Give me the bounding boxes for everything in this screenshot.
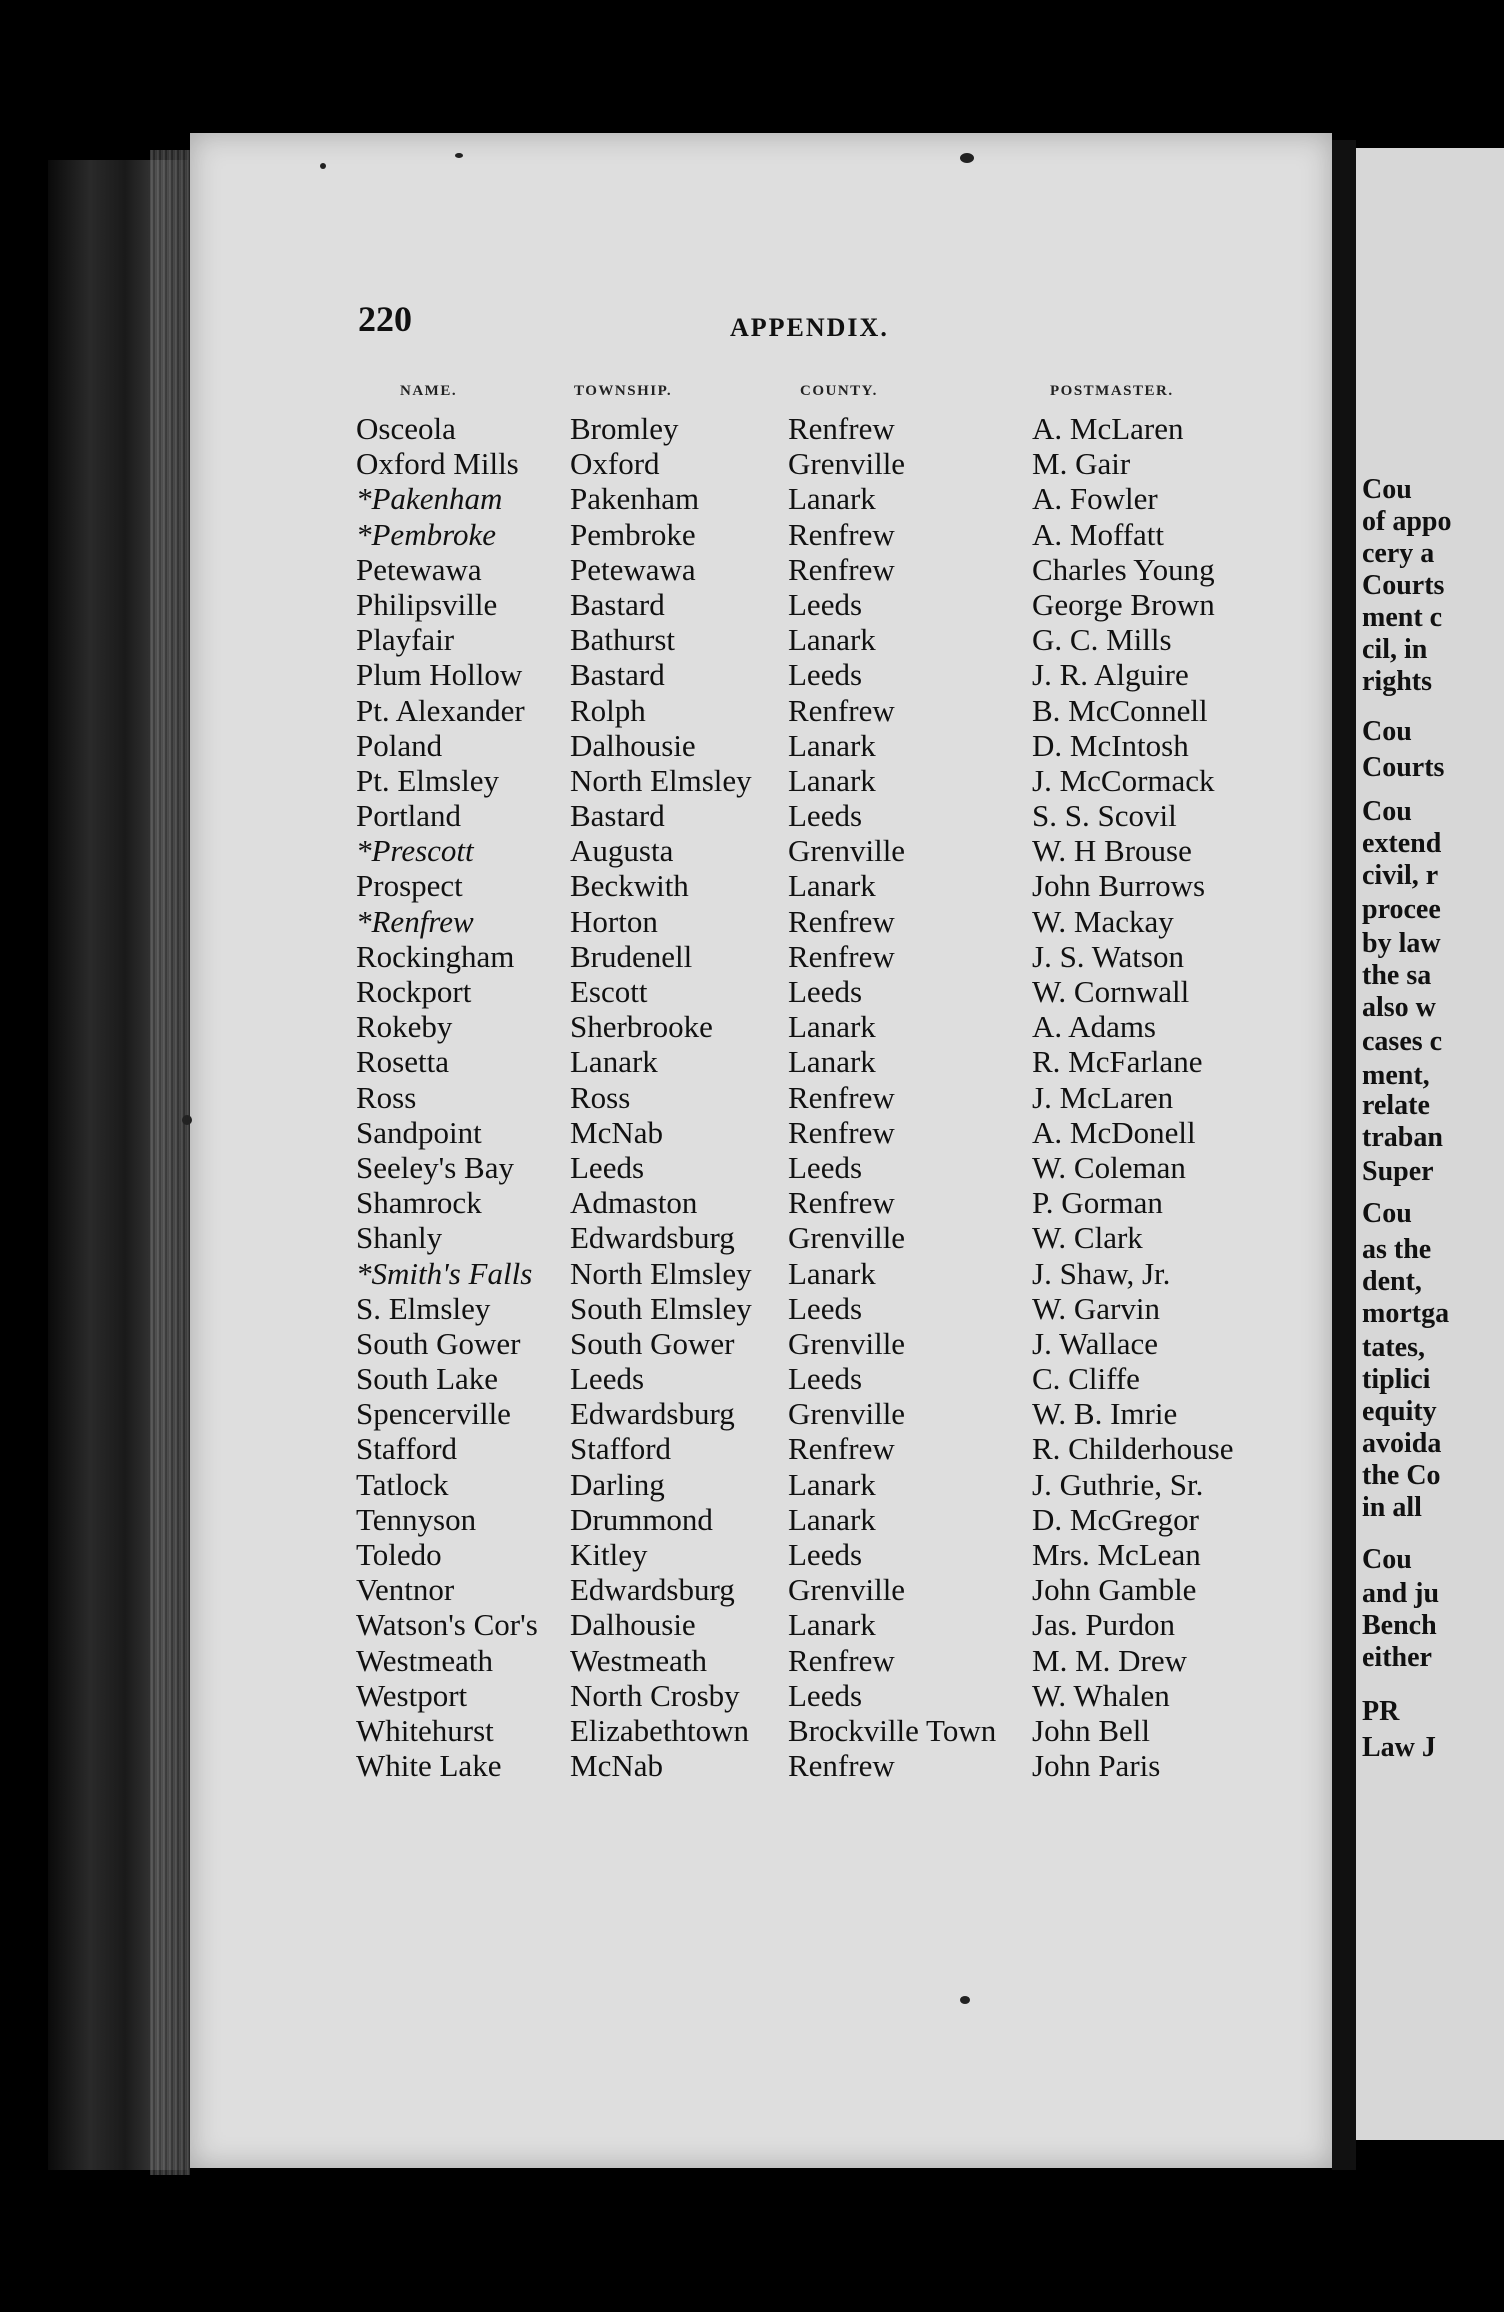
table-row <box>190 1502 1332 1537</box>
adjacent-page-line: tiplici <box>1362 1364 1431 1395</box>
office-name: S. Elmsley <box>356 1290 491 1326</box>
adjacent-page-line: in all <box>1362 1492 1422 1523</box>
postmaster-cell: W. Mackay <box>1032 903 1174 939</box>
adjacent-page-line: Courts <box>1362 570 1445 601</box>
township-cell: Bastard <box>570 798 665 834</box>
office-name: Plum Hollow <box>356 657 523 693</box>
office-name: Pt. Alexander <box>356 692 525 728</box>
postmaster-cell: J. Guthrie, Sr. <box>1032 1466 1204 1502</box>
adjacent-page-line: avoida <box>1362 1428 1442 1459</box>
table-row <box>190 904 1332 939</box>
table-row <box>190 798 1332 833</box>
adjacent-page-line: Law J <box>1362 1732 1436 1763</box>
office-name: Toledo <box>356 1537 442 1572</box>
office-name: *Renfrew <box>356 903 474 939</box>
table-row <box>190 1431 1332 1466</box>
postmaster-cell: A. Moffatt <box>1032 516 1165 552</box>
adjacent-page-line: also w <box>1362 992 1436 1023</box>
postmaster-cell: John Gamble <box>1032 1572 1197 1608</box>
county-cell: Grenville <box>788 1325 906 1361</box>
table-row <box>190 657 1332 692</box>
adjacent-page-line: Bench <box>1362 1610 1437 1641</box>
adjacent-page-line: cases c <box>1362 1026 1443 1057</box>
township-cell: North Elmsley <box>570 1255 752 1291</box>
township-cell: Bastard <box>570 586 665 622</box>
adjacent-page-line: relate <box>1362 1090 1430 1121</box>
table-row <box>190 1080 1332 1115</box>
county-cell: Leeds <box>788 798 863 834</box>
table-row <box>190 1361 1332 1396</box>
table-row <box>190 939 1332 974</box>
postmaster-cell: J. Wallace <box>1032 1325 1159 1361</box>
office-name: Oxford Mills <box>356 446 519 482</box>
office-name: *Pembroke <box>356 516 497 552</box>
township-cell: Brudenell <box>570 938 693 974</box>
county-cell: Leeds <box>788 586 863 622</box>
postmaster-cell: Jas. Purdon <box>1032 1607 1175 1643</box>
postmaster-cell: J. R. Alguire <box>1032 657 1189 693</box>
ink-speck <box>960 1996 970 2004</box>
county-cell: Lanark <box>788 762 876 798</box>
table-row <box>190 728 1332 763</box>
county-cell: Grenville <box>788 833 906 869</box>
column-header-name: NAME. <box>400 383 458 399</box>
township-cell: Edwardsburg <box>570 1220 735 1256</box>
office-name: Ross <box>356 1079 417 1115</box>
adjacent-page-line: by law <box>1362 928 1441 959</box>
county-cell: Grenville <box>788 1572 906 1608</box>
ink-speck <box>182 1115 192 1125</box>
adjacent-page-line: Cou <box>1362 796 1412 827</box>
office-name: South Gower <box>356 1325 521 1361</box>
table-row <box>190 1396 1332 1431</box>
postmaster-cell: A. Adams <box>1032 1009 1156 1045</box>
office-name: Tatlock <box>356 1466 449 1502</box>
county-cell: Leeds <box>788 1361 863 1397</box>
office-name: Rockport <box>356 974 472 1009</box>
postmaster-cell: W. Clark <box>1032 1220 1143 1256</box>
county-cell: Renfrew <box>788 692 895 728</box>
running-head: APPENDIX. <box>730 313 889 342</box>
adjacent-page-line: as the <box>1362 1234 1432 1265</box>
office-name: Rokeby <box>356 1009 453 1045</box>
postmaster-cell: D. McIntosh <box>1032 727 1189 763</box>
table-row <box>190 1326 1332 1361</box>
office-name: Spencerville <box>356 1396 511 1432</box>
postmaster-cell: J. McLaren <box>1032 1079 1174 1115</box>
county-cell: Leeds <box>788 657 863 693</box>
table-row <box>190 1572 1332 1607</box>
township-cell: Elizabethtown <box>570 1712 750 1748</box>
page-number: 220 <box>358 299 412 339</box>
township-cell: Edwardsburg <box>570 1396 735 1432</box>
postmaster-cell: George Brown <box>1032 586 1215 622</box>
office-name: Ventnor <box>356 1572 455 1608</box>
township-cell: Ross <box>570 1079 631 1115</box>
township-cell: Horton <box>570 903 658 939</box>
postmaster-cell: A. McLaren <box>1032 411 1184 446</box>
office-name: Pt. Elmsley <box>356 762 499 798</box>
office-name: Petewawa <box>356 551 482 587</box>
county-cell: Grenville <box>788 1220 906 1256</box>
ink-speck <box>455 153 463 158</box>
adjacent-page-line: civil, r <box>1362 860 1439 891</box>
adjacent-page-line: dent, <box>1362 1266 1422 1297</box>
adjacent-page-line: Super <box>1362 1156 1434 1187</box>
table-row <box>190 411 1332 446</box>
county-cell: Renfrew <box>788 1079 895 1115</box>
office-name: *Smith's Falls <box>356 1255 533 1291</box>
postmaster-cell: J. Shaw, Jr. <box>1032 1255 1171 1291</box>
county-cell: Renfrew <box>788 938 895 974</box>
township-cell: North Elmsley <box>570 762 752 798</box>
township-cell: Lanark <box>570 1044 658 1080</box>
postmaster-cell: W. Garvin <box>1032 1290 1160 1326</box>
ink-speck <box>960 153 974 163</box>
postmaster-cell: D. McGregor <box>1032 1501 1200 1537</box>
county-cell: Renfrew <box>788 1114 895 1150</box>
county-cell: Lanark <box>788 1044 876 1080</box>
county-cell: Renfrew <box>788 1431 895 1467</box>
table-row <box>190 974 1332 1009</box>
county-cell: Brockville Town <box>788 1712 997 1748</box>
postmaster-cell: P. Gorman <box>1032 1185 1163 1221</box>
postmaster-cell: S. S. Scovil <box>1032 798 1177 834</box>
county-cell: Grenville <box>788 446 906 482</box>
postmaster-cell: R. McFarlane <box>1032 1044 1203 1080</box>
office-name: South Lake <box>356 1361 499 1397</box>
township-cell: Beckwith <box>570 868 689 904</box>
office-name: Westmeath <box>356 1642 493 1678</box>
township-cell: Bathurst <box>570 622 676 658</box>
county-cell: Lanark <box>788 1607 876 1643</box>
township-cell: Drummond <box>570 1501 713 1537</box>
office-name: Shamrock <box>356 1185 482 1221</box>
township-cell: South Elmsley <box>570 1290 752 1326</box>
adjacent-page-line: ment c <box>1362 602 1443 633</box>
adjacent-page-line: procee <box>1362 894 1441 925</box>
adjacent-page-line: rights <box>1362 666 1432 697</box>
adjacent-page-line: and ju <box>1362 1578 1440 1609</box>
column-header-township: TOWNSHIP. <box>574 383 673 399</box>
postmaster-cell: M. M. Drew <box>1032 1642 1187 1678</box>
postmaster-cell: G. C. Mills <box>1032 622 1172 658</box>
township-cell: Pembroke <box>570 516 696 552</box>
postmaster-cell: A. McDonell <box>1032 1114 1196 1150</box>
adjacent-page-line: Cou <box>1362 716 1412 747</box>
adjacent-page-line: ment, <box>1362 1060 1430 1091</box>
township-cell: Rolph <box>570 692 646 728</box>
township-cell: Westmeath <box>570 1642 707 1678</box>
postmaster-cell: John Paris <box>1032 1748 1161 1784</box>
postmaster-cell: A. Fowler <box>1032 481 1158 517</box>
township-cell: Dalhousie <box>570 727 696 763</box>
table-row <box>190 693 1332 728</box>
adjacent-page-line: of appo <box>1362 506 1452 537</box>
township-cell: Augusta <box>570 833 674 869</box>
post-office-table <box>190 411 1332 1783</box>
office-name: Stafford <box>356 1431 458 1467</box>
county-cell: Lanark <box>788 868 876 904</box>
table-row <box>190 552 1332 587</box>
office-name: Philipsville <box>356 586 498 622</box>
table-row <box>190 1748 1332 1783</box>
county-cell: Lanark <box>788 481 876 517</box>
township-cell: North Crosby <box>570 1677 740 1713</box>
adjacent-page-line: tates, <box>1362 1332 1425 1363</box>
county-cell: Lanark <box>788 727 876 763</box>
adjacent-page-line: traban <box>1362 1122 1443 1153</box>
office-name: White Lake <box>356 1748 502 1784</box>
postmaster-cell: W. B. Imrie <box>1032 1396 1178 1432</box>
county-cell: Leeds <box>788 1537 863 1572</box>
postmaster-cell: W. Coleman <box>1032 1149 1186 1185</box>
postmaster-cell: Mrs. McLean <box>1032 1537 1201 1572</box>
column-header-county: COUNTY. <box>800 383 878 399</box>
book-page <box>190 133 1332 2168</box>
postmaster-cell: W. H Brouse <box>1032 833 1192 869</box>
adjacent-page-line: either <box>1362 1642 1432 1673</box>
adjacent-page-line: Cou <box>1362 474 1412 505</box>
township-cell: Kitley <box>570 1537 648 1572</box>
postmaster-cell: B. McConnell <box>1032 692 1208 728</box>
adjacent-page-line: equity <box>1362 1396 1437 1427</box>
office-name: Sandpoint <box>356 1114 482 1150</box>
office-name: Rosetta <box>356 1044 449 1080</box>
postmaster-cell: W. Cornwall <box>1032 974 1190 1009</box>
county-cell: Renfrew <box>788 1642 895 1678</box>
postmaster-cell: John Burrows <box>1032 868 1206 904</box>
county-cell: Renfrew <box>788 551 895 587</box>
county-cell: Renfrew <box>788 903 895 939</box>
township-cell: South Gower <box>570 1325 735 1361</box>
postmaster-cell: J. McCormack <box>1032 762 1215 798</box>
adjacent-page-line: the sa <box>1362 960 1432 991</box>
adjacent-page-line: Cou <box>1362 1198 1412 1229</box>
township-cell: Stafford <box>570 1431 672 1467</box>
postmaster-cell: M. Gair <box>1032 446 1131 482</box>
adjacent-page-line: the Co <box>1362 1460 1441 1491</box>
table-row <box>190 446 1332 481</box>
binding-gutter <box>1332 140 1356 2170</box>
table-row <box>190 587 1332 622</box>
office-name: Westport <box>356 1677 468 1713</box>
adjacent-page <box>1356 148 1504 2140</box>
adjacent-page-line: Courts <box>1362 752 1445 783</box>
adjacent-page-line: cery a <box>1362 538 1435 569</box>
table-row <box>190 1467 1332 1502</box>
township-cell: Leeds <box>570 1361 645 1397</box>
county-cell: Renfrew <box>788 1185 895 1221</box>
adjacent-page-line: cil, in <box>1362 634 1428 665</box>
table-row <box>190 1678 1332 1713</box>
township-cell: McNab <box>570 1748 663 1784</box>
office-name: Portland <box>356 798 462 834</box>
table-row <box>190 763 1332 798</box>
township-cell: Admaston <box>570 1185 698 1221</box>
office-name: Poland <box>356 727 443 763</box>
table-row <box>190 1185 1332 1220</box>
office-name: *Pakenham <box>356 481 503 517</box>
office-name: *Prescott <box>356 833 474 869</box>
table-row <box>190 1643 1332 1678</box>
county-cell: Lanark <box>788 1255 876 1291</box>
county-cell: Leeds <box>788 974 863 1009</box>
office-name: Shanly <box>356 1220 443 1256</box>
county-cell: Leeds <box>788 1290 863 1326</box>
township-cell: Petewawa <box>570 551 696 587</box>
township-cell: Darling <box>570 1466 665 1502</box>
office-name: Seeley's Bay <box>356 1149 514 1185</box>
column-header-postmaster: POSTMASTER. <box>1050 383 1174 399</box>
office-name: Rockingham <box>356 938 515 974</box>
ink-speck <box>320 163 326 169</box>
page-edges <box>150 150 190 2175</box>
county-cell: Leeds <box>788 1677 863 1713</box>
postmaster-cell: Charles Young <box>1032 551 1215 587</box>
postmaster-cell: John Bell <box>1032 1712 1150 1748</box>
township-cell: McNab <box>570 1114 663 1150</box>
county-cell: Lanark <box>788 1501 876 1537</box>
table-row <box>190 1220 1332 1255</box>
township-cell: Dalhousie <box>570 1607 696 1643</box>
table-row <box>190 1537 1332 1572</box>
county-cell: Grenville <box>788 1396 906 1432</box>
township-cell: Oxford <box>570 446 660 482</box>
township-cell: Bromley <box>570 411 679 446</box>
township-cell: Edwardsburg <box>570 1572 735 1608</box>
county-cell: Renfrew <box>788 1748 895 1784</box>
office-name: Watson's Cor's <box>356 1607 538 1643</box>
adjacent-page-line: PR <box>1362 1696 1400 1727</box>
office-name: Whitehurst <box>356 1712 494 1748</box>
table-row <box>190 1607 1332 1642</box>
township-cell: Bastard <box>570 657 665 693</box>
table-row <box>190 833 1332 868</box>
table-row <box>190 1009 1332 1044</box>
table-row <box>190 1713 1332 1748</box>
office-name: Prospect <box>356 868 463 904</box>
table-row <box>190 1044 1332 1079</box>
postmaster-cell: C. Cliffe <box>1032 1361 1140 1397</box>
postmaster-cell: W. Whalen <box>1032 1677 1170 1713</box>
office-name: Playfair <box>356 622 455 658</box>
office-name: Tennyson <box>356 1501 477 1537</box>
county-cell: Lanark <box>788 1009 876 1045</box>
table-row <box>190 868 1332 903</box>
county-cell: Renfrew <box>788 516 895 552</box>
table-row <box>190 1256 1332 1291</box>
adjacent-page-line: extend <box>1362 828 1442 859</box>
table-row <box>190 517 1332 552</box>
county-cell: Renfrew <box>788 411 895 446</box>
postmaster-cell: R. Childerhouse <box>1032 1431 1234 1467</box>
table-row <box>190 481 1332 516</box>
county-cell: Leeds <box>788 1149 863 1185</box>
table-row <box>190 622 1332 657</box>
county-cell: Lanark <box>788 1466 876 1502</box>
township-cell: Leeds <box>570 1149 645 1185</box>
postmaster-cell: J. S. Watson <box>1032 938 1184 974</box>
township-cell: Sherbrooke <box>570 1009 713 1045</box>
adjacent-page-line: Cou <box>1362 1544 1412 1575</box>
county-cell: Lanark <box>788 622 876 658</box>
office-name: Osceola <box>356 411 456 446</box>
table-row <box>190 1291 1332 1326</box>
table-row <box>190 1150 1332 1185</box>
adjacent-page-line: mortga <box>1362 1298 1450 1329</box>
township-cell: Pakenham <box>570 481 700 517</box>
table-row <box>190 1115 1332 1150</box>
township-cell: Escott <box>570 974 648 1009</box>
